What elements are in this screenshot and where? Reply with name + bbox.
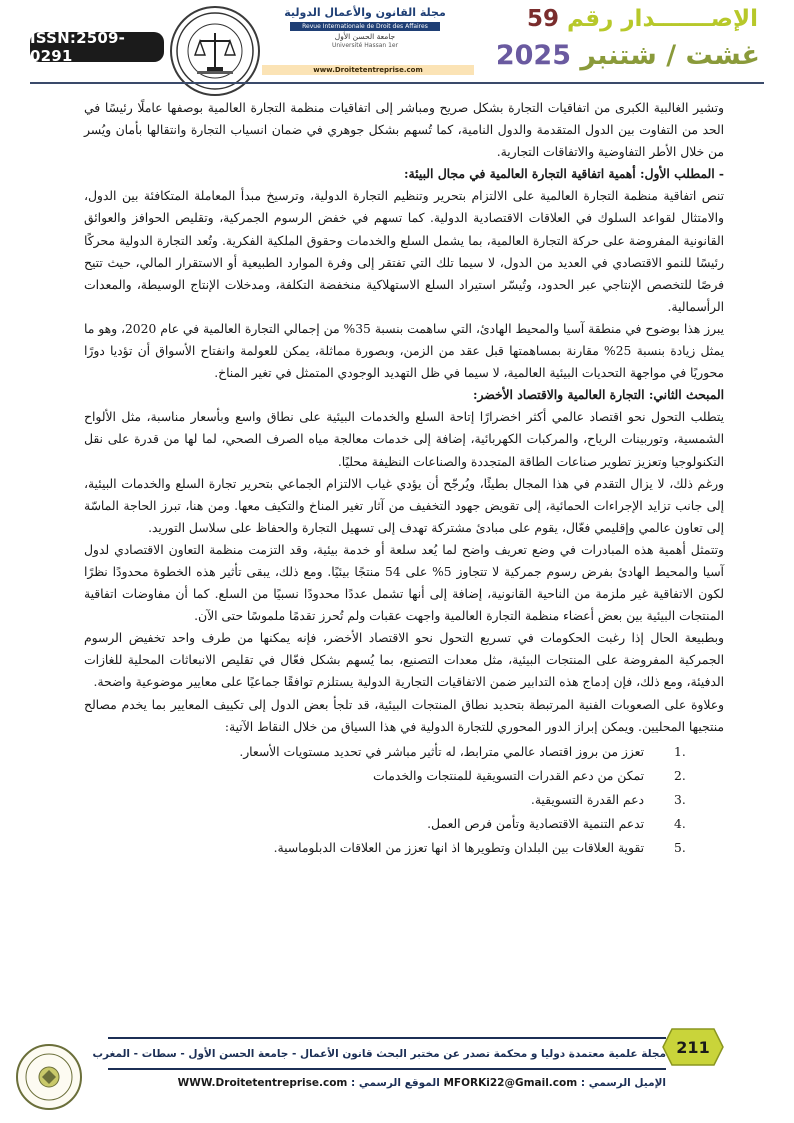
- journal-title: مجلة القانون والأعمال الدولية: [284, 6, 446, 19]
- list-item: [84, 836, 724, 860]
- issue-date: [496, 40, 760, 71]
- list-number: 4.: [674, 816, 686, 831]
- journal-university: جامعة الحسن الأول: [334, 32, 396, 41]
- list-number: 5.: [674, 840, 686, 855]
- footer-divider-top: [108, 1037, 666, 1039]
- issue-months: غشت / شتنبر: [580, 40, 760, 71]
- page-number: 211: [676, 1037, 710, 1057]
- list-number: 3.: [674, 792, 686, 807]
- issue-title: [527, 6, 758, 32]
- journal-university-fr: Université Hassan 1er: [331, 42, 399, 49]
- issue-number: 59: [526, 6, 559, 32]
- email-value: MFORKi22@Gmail.com: [443, 1077, 578, 1089]
- paragraph: ورغم ذلك، لا يزال التقدم في هذا المجال بطيئًا، ويُرجّح أن يؤدي غياب الالتزام الجماعي بتحرير تجارة السلع والخدمات البيئية، إلى جانب تزايد الإجراءات الحمائية، إلى تقويض جهود التخفيف من آثار تغير المناخ والتكيف معها. ومن هنا، تبرز الحاجة الماسّة إلى تعاون عالمي وإقليمي فعّال، يقوم على مبادئ مشتركة تهدف إلى تسهيل التجارة والحفاظ على سلاسل التوريد.: [84, 476, 724, 535]
- seal-icon: [14, 1040, 84, 1114]
- issue-label: الإصـــــــدار رقم: [566, 6, 758, 32]
- list-item: [84, 740, 724, 764]
- scales-emblem-icon: [175, 11, 255, 91]
- list-item: [84, 764, 724, 788]
- journal-url: www.Droitetentreprise.com: [262, 65, 474, 75]
- page-number-badge: [662, 1027, 724, 1067]
- footer-contact-line: [108, 1077, 666, 1089]
- journal-logo: [262, 6, 468, 66]
- list-number: 2.: [674, 768, 686, 783]
- header-divider: [30, 82, 764, 84]
- paragraph: يبرز هذا بوضوح في منطقة آسيا والمحيط الهادئ، التي ساهمت بنسبة 35% من إجمالي التجارة العالمية في عام 2020، وهو ما يمثل زيادة بنسبة 25% مقارنة بمساهمتها قبل عقد من الزمن، وبصورة مماثلة، يمكن للعولمة وانفتاح الأسواق أن تؤديا دورًا محوريًا في مواجهة التحديات البيئية العالمية، لا سيما في ظل التهديد الوجودي المتمثل في تغير المناخ.: [84, 321, 724, 381]
- section-heading: - المطلب الأول: أهمية اتفاقية التجارة العالمية في مجال البيئة:: [404, 166, 724, 182]
- issue-year: 2025: [495, 40, 572, 71]
- journal-subtitle: Revue Internationale de Droit des Affaires: [290, 22, 440, 31]
- issn-badge: ISSN:2509-0291: [30, 32, 164, 62]
- paragraph: تنص اتفاقية منظمة التجارة العالمية على الالتزام بتحرير وتنظيم التجارة الدولية، وترسيخ مبدأ المعاملة المتكافئة بين الدول، والامتثال لقواعد السلوك في العلاقات الاقتصادية الدولية. كما تسهم في خفض الرسوم الجمركية، وتقليص الحوافز والعوائق القانونية المفروضة على حركة التجارة العالمية، بما يشمل السلع والخدمات وحقوق الملكية الفكرية. وتُعد التجارة الدولية محركًا رئيسًا للنمو الاقتصادي في العديد من الدول، لا سيما تلك التي تفتقر إلى وفرة الموارد الطبيعية أو الاستقرار المالي، حيث تتيح فرصًا للتخصص الإنتاجي عبر الحدود، وتُيسّر استيراد السلع الاستهلاكية منخفضة التكلفة، ومدخلات الإنتاج الوسيطة، والمعدات الرأسمالية.: [84, 189, 724, 314]
- site-label: الموقع الرسمي :: [351, 1077, 440, 1089]
- list-text: تعزز من بروز اقتصاد عالمي مترابط، له تأثير مباشر في تحديد مستويات الأسعار.: [239, 744, 644, 759]
- section-heading: المبحث الثاني: التجارة العالمية والاقتصاد الأخضر:: [472, 387, 724, 403]
- site-value: WWW.Droitetentreprise.com: [177, 1077, 348, 1089]
- list-item: [84, 788, 724, 812]
- paragraph: وتشير الغالبية الكبرى من اتفاقيات التجارة بشكل صريح ومباشر إلى اتفاقيات منظمة التجارة العالمية بوصفها عاملًا رئيسًا في الحد من التفاوت بين الدول المتقدمة والدول النامية، كما تُسهم بشكل جوهري في ضمان انسياب التجارة وانتقالها بأمان ويُسر من خلال الأطر التفاوضية والاتفاقات التجارية.: [84, 101, 724, 160]
- paragraph: يتطلب التحول نحو اقتصاد عالمي أكثر اخضرارًا إتاحة السلع والخدمات البيئية على نطاق واسع وبأسعار مناسبة، مثل الألواح الشمسية، وتوربينات الرياح، والمركبات الكهربائية، إضافة إلى خدمات معالجة مياه الصرف الصحي، لما لها من قدرة على نقل التكنولوجيا وتعزيز تطوير صناعات الطاقة المتجددة والصناعات النظيفة محليًا.: [84, 410, 724, 469]
- list-item: [84, 812, 724, 836]
- points-list: [84, 740, 724, 860]
- list-text: تمكن من دعم القدرات التسويقية للمنتجات والخدمات: [372, 768, 644, 783]
- director-seal: [14, 1040, 84, 1114]
- email-label: الإميل الرسمي :: [580, 1077, 666, 1089]
- article-body: [84, 97, 724, 860]
- paragraph: وتتمثل أهمية هذه المبادرات في وضع تعريف واضح لما يُعد سلعة أو خدمة بيئية، وقد التزمت منظمة التعاون الاقتصادي لدول آسيا والمحيط الهادئ بفرض رسوم جمركية لا تتجاوز 5% على 54 منتجًا بيئيًا. ومع ذلك، يبقى تأثير هذه الخطوة محدودًا نظرًا لكون الاتفاقية غير ملزمة من الناحية القانونية، إضافة إلى أنها تشمل عددًا محدودًا نسبيًا من السلع. كما أن مفاوضات اتفاقية المنتجات البيئية بين بعض أعضاء منظمة التجارة العالمية واجهت عقبات ولم تُحرز تقدمًا ملموسًا حتى الآن.: [84, 542, 724, 624]
- list-text: دعم القدرة التسويقية.: [530, 792, 644, 807]
- list-text: تدعم التنمية الاقتصادية وتأمن فرص العمل.: [427, 816, 644, 831]
- paragraph: وبطبيعة الحال إذا رغبت الحكومات في تسريع التحول نحو الاقتصاد الأخضر، فإنه يمكنها من طرف واحد تخفيض الرسوم الجمركية المفروضة على المنتجات البيئية، مثل معدات التصنيع، بما يُسهم بشكل فعّال في تقليص الانبعاثات المحلية للغازات الدفيئة، ومع ذلك، فإن إدماج هذه التدابير ضمن الاتفاقيات التجارية الدولية يستلزم توافقًا جماعيًا على معايير موضوعية واضحة.: [84, 631, 724, 690]
- list-text: تقوية العلاقات بين البلدان وتطويرها اذ انها تعزز من العلاقات الدبلوماسية.: [273, 840, 644, 855]
- paragraph: وعلاوة على الصعوبات الفنية المرتبطة بتحديد نطاق المنتجات البيئية، قد تلجأ بعض الدول إلى تكييف المعايير بما يخدم مصالح منتجيها المحليين. ويمكن إبراز الدور المحوري للتجارة الدولية في هذا السياق من خلال النقاط الآتية:: [84, 697, 724, 734]
- list-number: 1.: [674, 744, 686, 759]
- footer-journal-line: مجلة علمية معتمدة دوليا و محكمة تصدر عن مختبر البحث قانون الأعمال - جامعة الحسن الأول - سطات - المغرب: [92, 1048, 666, 1060]
- footer-divider-bottom: [108, 1068, 666, 1070]
